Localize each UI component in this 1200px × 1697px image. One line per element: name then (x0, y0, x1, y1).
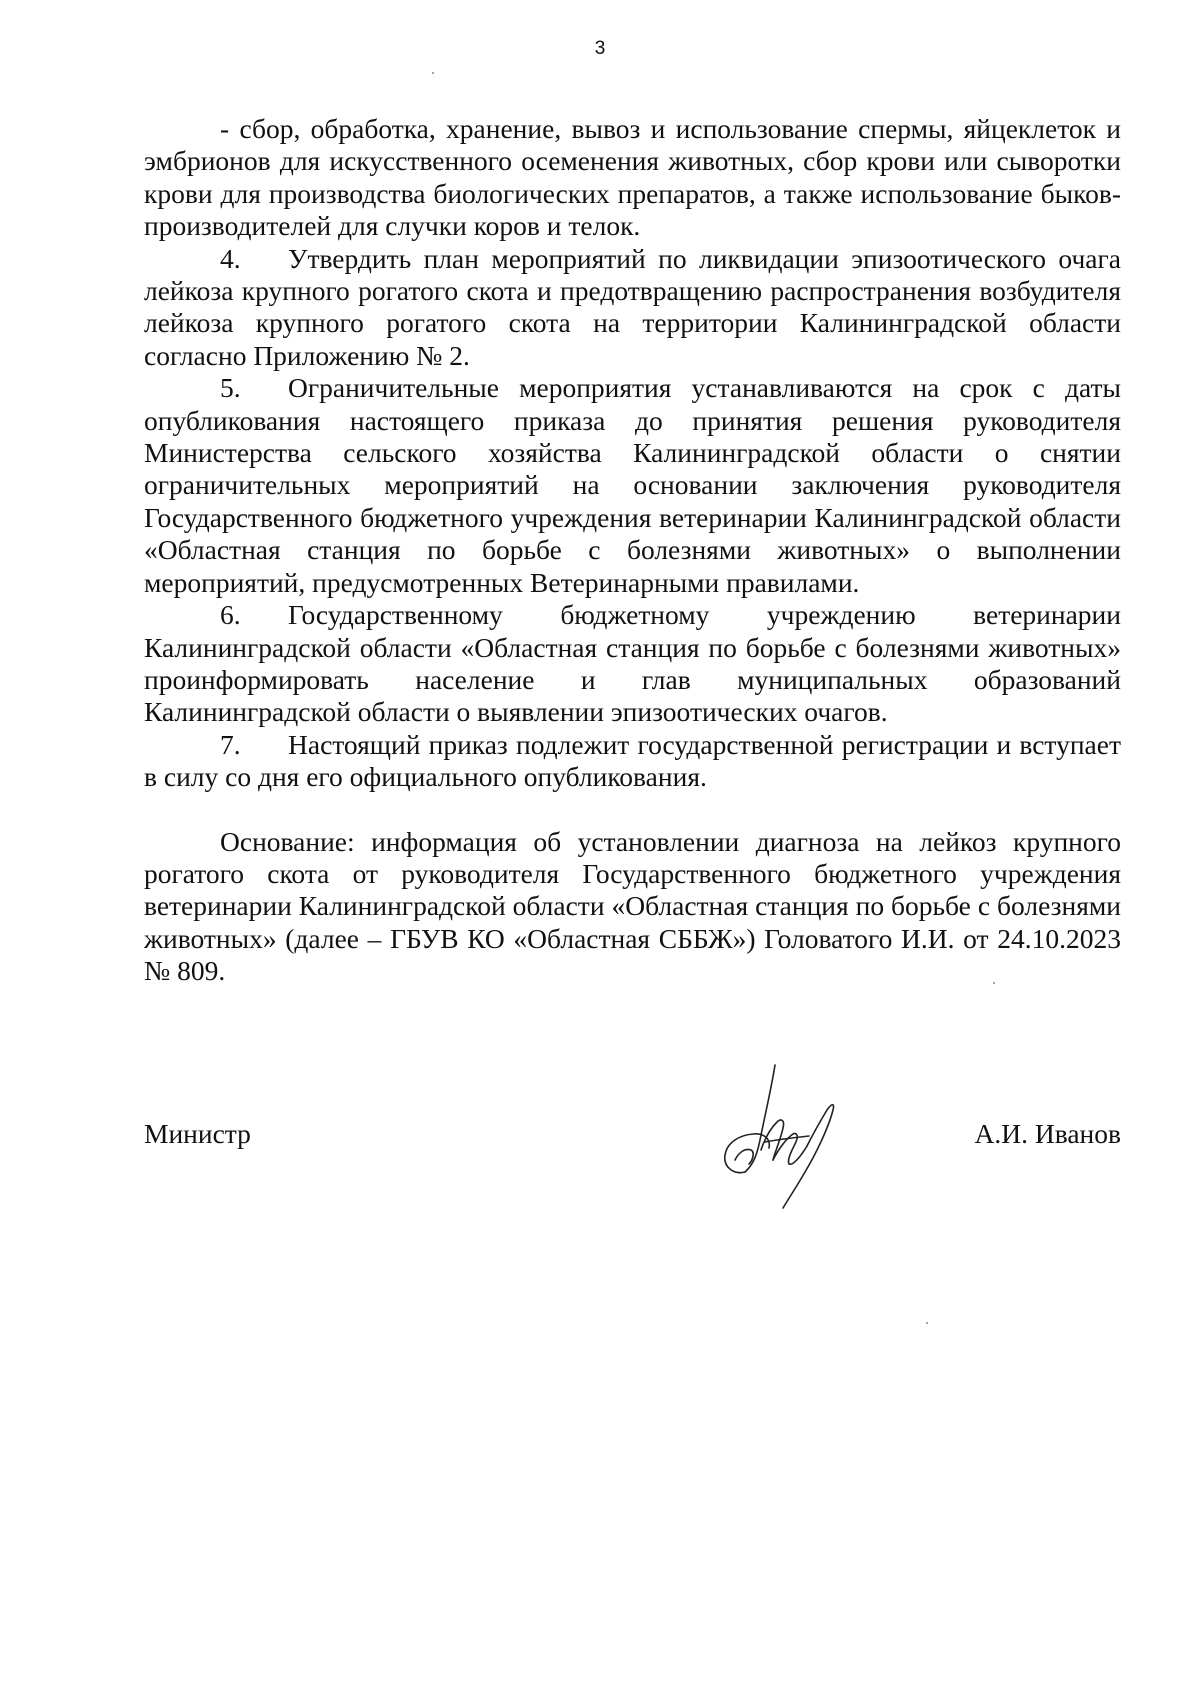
item-text-7: Настоящий приказ подлежит государственной регистрации и вступает в силу со дня его официального опубликования. (144, 728, 1121, 793)
signature-block (144, 1118, 1121, 1158)
item-number-6: 6. (220, 599, 241, 631)
paragraph-basis: Основание: информация об установлении диагноза на лейкоз крупного рогатого скота от руководителя Государственного бюджетного учреждения ветеринарии Калининградской области «Областная станция по борьбе с болезнями животных» (далее – ГБУВ КО «Областная СББЖ») Головатого И.И. от 24.10.2023 № 809. (144, 825, 1121, 987)
page-number: 3 (594, 38, 606, 59)
scan-speck (432, 72, 434, 74)
item-text-5: Ограничительные мероприятия устанавливаются на срок с даты опубликования настоящего приказа до принятия решения руководителя Министерства сельского хозяйства Калининградской области о снятии ограничительных мероприятий на основании заключения руководителя Государственного бюджетного учреждения ветеринарии Калининградской области «Областная станция по борьбе с болезнями животных» о выполнении мероприятий, предусмотренных Ветеринарными правилами. (144, 372, 1121, 598)
scan-speck (926, 1322, 928, 1324)
signatory-title: Министр (144, 1118, 251, 1149)
item-text-6: Государственному бюджетному учреждению ветеринарии Калининградской области «Областная станция по борьбе с болезнями животных» проинформировать население и глав муниципальных образований Калининградской области о выявлении эпизоотических очагов. (144, 599, 1121, 728)
scan-speck (993, 982, 995, 984)
item-number-7: 7. (220, 728, 241, 760)
paragraph-item-5 (144, 372, 1121, 599)
signatory-name: А.И. Иванов (974, 1118, 1121, 1149)
paragraph-item-6 (144, 599, 1121, 729)
document-body (144, 113, 1121, 988)
paragraph-intro: - сбор, обработка, хранение, вывоз и использование спермы, яйцеклеток и эмбрионов для искусственного осеменения животных, сбор крови или сыворотки крови для производства биологических препаратов, а также использование быков-производителей для случки коров и телок. (144, 113, 1121, 242)
item-number-4: 4. (220, 242, 241, 274)
item-number-5: 5. (220, 372, 241, 404)
item-text-4: Утвердить план мероприятий по ликвидации эпизоотического очага лейкоза крупного рогатого скота и предотвращению распространения возбудителя лейкоза крупного рогатого скота на территории Калининградской области согласно Приложению № 2. (144, 242, 1121, 371)
handwritten-signature (705, 1060, 845, 1215)
paragraph-item-7 (144, 729, 1121, 794)
paragraph-item-4 (144, 243, 1121, 373)
